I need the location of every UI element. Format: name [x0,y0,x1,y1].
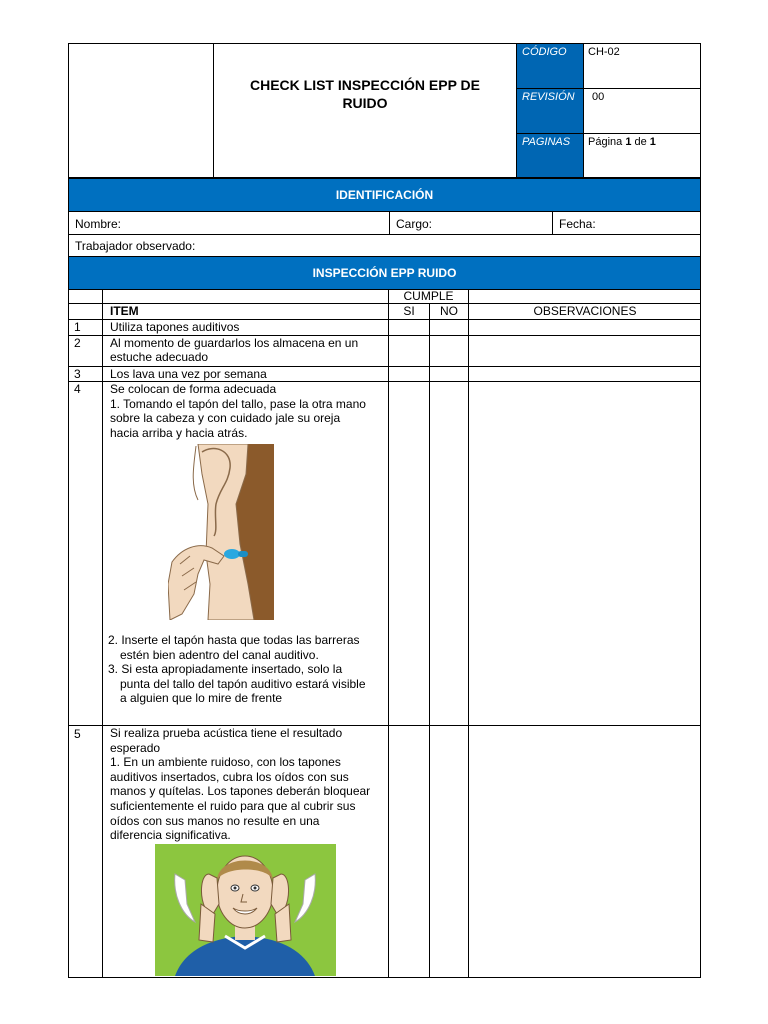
no-header: NO [440,304,458,318]
item-1-number: 1 [74,320,81,334]
paginas-label: PAGINAS [517,133,583,177]
cumple-header: CUMPLE [403,289,454,303]
item-4-number: 4 [74,382,81,396]
observaciones-header: OBSERVACIONES [533,304,637,318]
inspeccion-band: INSPECCIÓN EPP RUIDO [68,256,701,290]
item-2-number: 2 [74,336,81,350]
revision-value: 00 [583,88,700,133]
ear-insertion-illustration [168,444,274,620]
item-5-text: Si realiza prueba acústica tiene el resultado esperado 1. En un ambiente ruidoso, con los tapones auditivos insertados, cubra los oídos con sus manos y quítelas. Los tapones deberán bloquear suficientemente el ruido para que al cubrir sus oídos con sus manos no resulte en una diferencia significativa. [110,726,371,843]
codigo-value: CH-02 [583,44,700,88]
item-3-text: Los lava una vez por semana [110,367,267,381]
item-3-number: 3 [74,367,81,381]
revision-label: REVISIÓN [517,88,583,133]
trabajador-field[interactable]: Trabajador observado: [75,239,196,253]
item-4-steps: 2. Inserte el tapón hasta que todas las barreras estén bien adentro del canal auditivo. 3. Si esta apropiadamente insertado, solo la punta del tallo del tapón auditivo estará visible a alguien que lo mire de frente [108,633,366,706]
cargo-field[interactable]: Cargo: [396,217,433,231]
item-header: ITEM [110,304,139,318]
codigo-label: CÓDIGO [517,44,583,88]
item-2-text: Al momento de guardarlos los almacena en un estuche adecuado [110,336,359,364]
item-1-text: Utiliza tapones auditivos [110,320,240,334]
fecha-field[interactable]: Fecha: [559,217,596,231]
item-4-text: Se colocan de forma adecuada 1. Tomando el tapón del tallo, pase la otra mano sobre la cabeza y con cuidado jale su oreja hacia arriba y hacia atrás. [110,382,366,440]
hands-over-ears-illustration [155,844,336,976]
logo-cell [68,43,214,178]
identificacion-band: IDENTIFICACIÓN [68,178,701,212]
nombre-field[interactable]: Nombre: [75,217,122,231]
document-title: CHECK LIST INSPECCIÓN EPP DE RUIDO [249,77,480,111]
pagina-value: Página 1 de 1 [583,133,700,177]
item-5-number: 5 [74,727,81,741]
si-header: SI [403,304,415,318]
